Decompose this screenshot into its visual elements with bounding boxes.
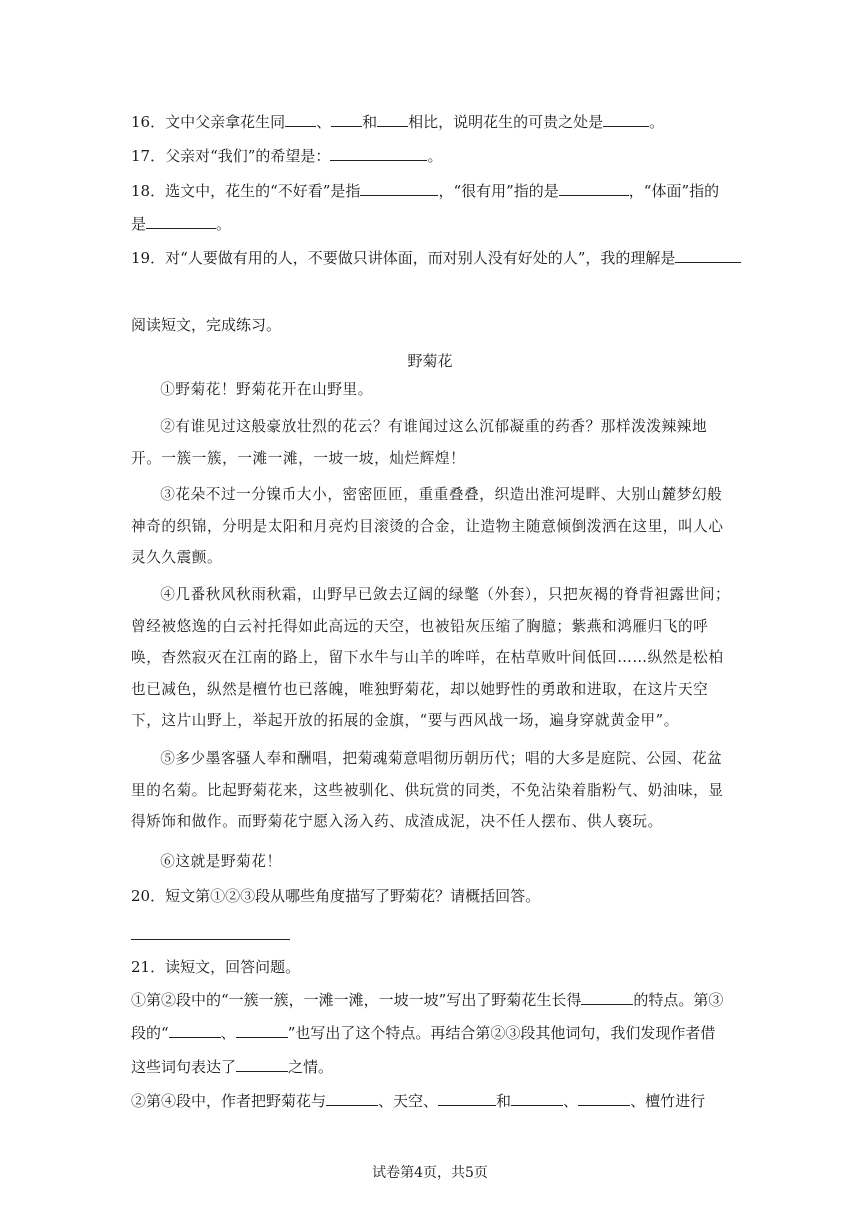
paragraph-5: ⑤多少墨客骚人奉和酬唱，把菊魂菊意唱彻历朝历代；唱的大多是庭院、公园、花盆里的名菊。比起野菊花来，这些被驯化、供玩赏的同类，不免沾染着脂粉气、奶油味，显得矫饰和做作。而野菊花宁愿入汤入药、成渣成泥，决不任人摆布、供人亵玩。 [131, 750, 724, 830]
answer-blank[interactable] [377, 112, 408, 127]
paragraph-4: ④几番秋风秋雨秋霜，山野早已敛去辽阔的绿氅（外套），只把灰褐的脊背袒露世间；曾经被悠逸的白云衬托得如此高远的天空，也被铅灰压缩了胸臆；紫燕和鸿雁归飞的呼唤，杳然寂灭在江南的路上，留下水牛与山羊的哞咩，在枯草败叶间低回……纵然是松柏也已减色，纵然是檀竹也已落魄，唯独野菊花，却以她野性的勇敢和进取，在这片天空下，这片山野上，举起开放的拓展的金旗，“要与西风战一场，遍身穿就黄金甲”。 [131, 586, 731, 729]
question-21-part-1: ①第②段中的“一簇一簇，一滩一滩，一坡一坡”写出了野菊花生长得 的特点。第③ [131, 991, 724, 1009]
answer-blank[interactable] [438, 1091, 496, 1106]
paragraph-1: ①野菊花！野菊花开在山野里。 [160, 381, 373, 398]
answer-blank[interactable] [330, 146, 427, 161]
question-18-cont: 是 。 [131, 215, 232, 233]
answer-blank[interactable] [146, 214, 216, 229]
answer-blank[interactable] [511, 1091, 563, 1106]
answer-blank[interactable] [578, 1091, 630, 1106]
answer-blank[interactable] [331, 112, 362, 127]
answer-blank[interactable] [236, 1023, 288, 1038]
reading-instruction: 阅读短文，完成练习。 [131, 316, 282, 334]
question-18: 18．选文中，花生的“不好看”是指 ，“很有用”指的是 ，“体面”指的 [131, 182, 720, 200]
question-17: 17．父亲对“我们”的希望是： 。 [131, 147, 443, 165]
paragraph-3: ③花朵不过一分镍币大小，密密匝匝，重重叠叠，织造出淮河堤畔、大别山麓梦幻般神奇的织锦，分明是太阳和月亮灼目滚烫的合金，让造物主随意倾倒泼洒在这里，叫人心灵久久震颤。 [131, 486, 724, 566]
question-21-part-1-cont: 段的“ 、 ”也写出了这个特点。再结合第②③段其他词句，我们发现作者借 [131, 1024, 716, 1042]
answer-blank[interactable] [559, 181, 629, 196]
answer-blank[interactable] [285, 112, 316, 127]
answer-blank[interactable] [236, 1057, 288, 1072]
reading-title: 野菊花 [407, 352, 453, 370]
question-16: 16．文中父亲拿花生同 、 和 相比，说明花生的可贵之处是 。 [131, 113, 665, 131]
answer-blank[interactable] [603, 112, 649, 127]
question-21-part-2: ②第④段中，作者把野菊花与 、天空、 和 、 、檀竹进行 [131, 1092, 706, 1110]
question-21-part-1-cont2: 这些词句表达了 之情。 [131, 1058, 334, 1076]
answer-blank[interactable] [675, 248, 741, 263]
question-21: 21．读短文，回答问题。 [131, 958, 301, 976]
paragraph-6: ⑥这就是野菊花！ [160, 853, 282, 870]
answer-line[interactable] [131, 939, 290, 940]
page-footer: 试卷第4页，共5页 [372, 1165, 488, 1181]
question-19: 19．对“人要做有用的人，不要做只讲体面，而对别人没有好处的人”，我的理解是 [131, 247, 731, 269]
question-20: 20．短文第①②③段从哪些角度描写了野菊花？请概括回答。 [131, 887, 541, 905]
paragraph-2: ②有谁见过这般豪放壮烈的花云？有谁闻过这么沉郁凝重的药香？那样泼泼辣辣地开。一簇一簇，一滩一滩，一坡一坡，灿烂辉煌！ [131, 418, 708, 467]
answer-blank[interactable] [169, 1023, 221, 1038]
answer-blank[interactable] [581, 990, 633, 1005]
answer-blank[interactable] [326, 1091, 378, 1106]
answer-blank[interactable] [360, 181, 438, 196]
